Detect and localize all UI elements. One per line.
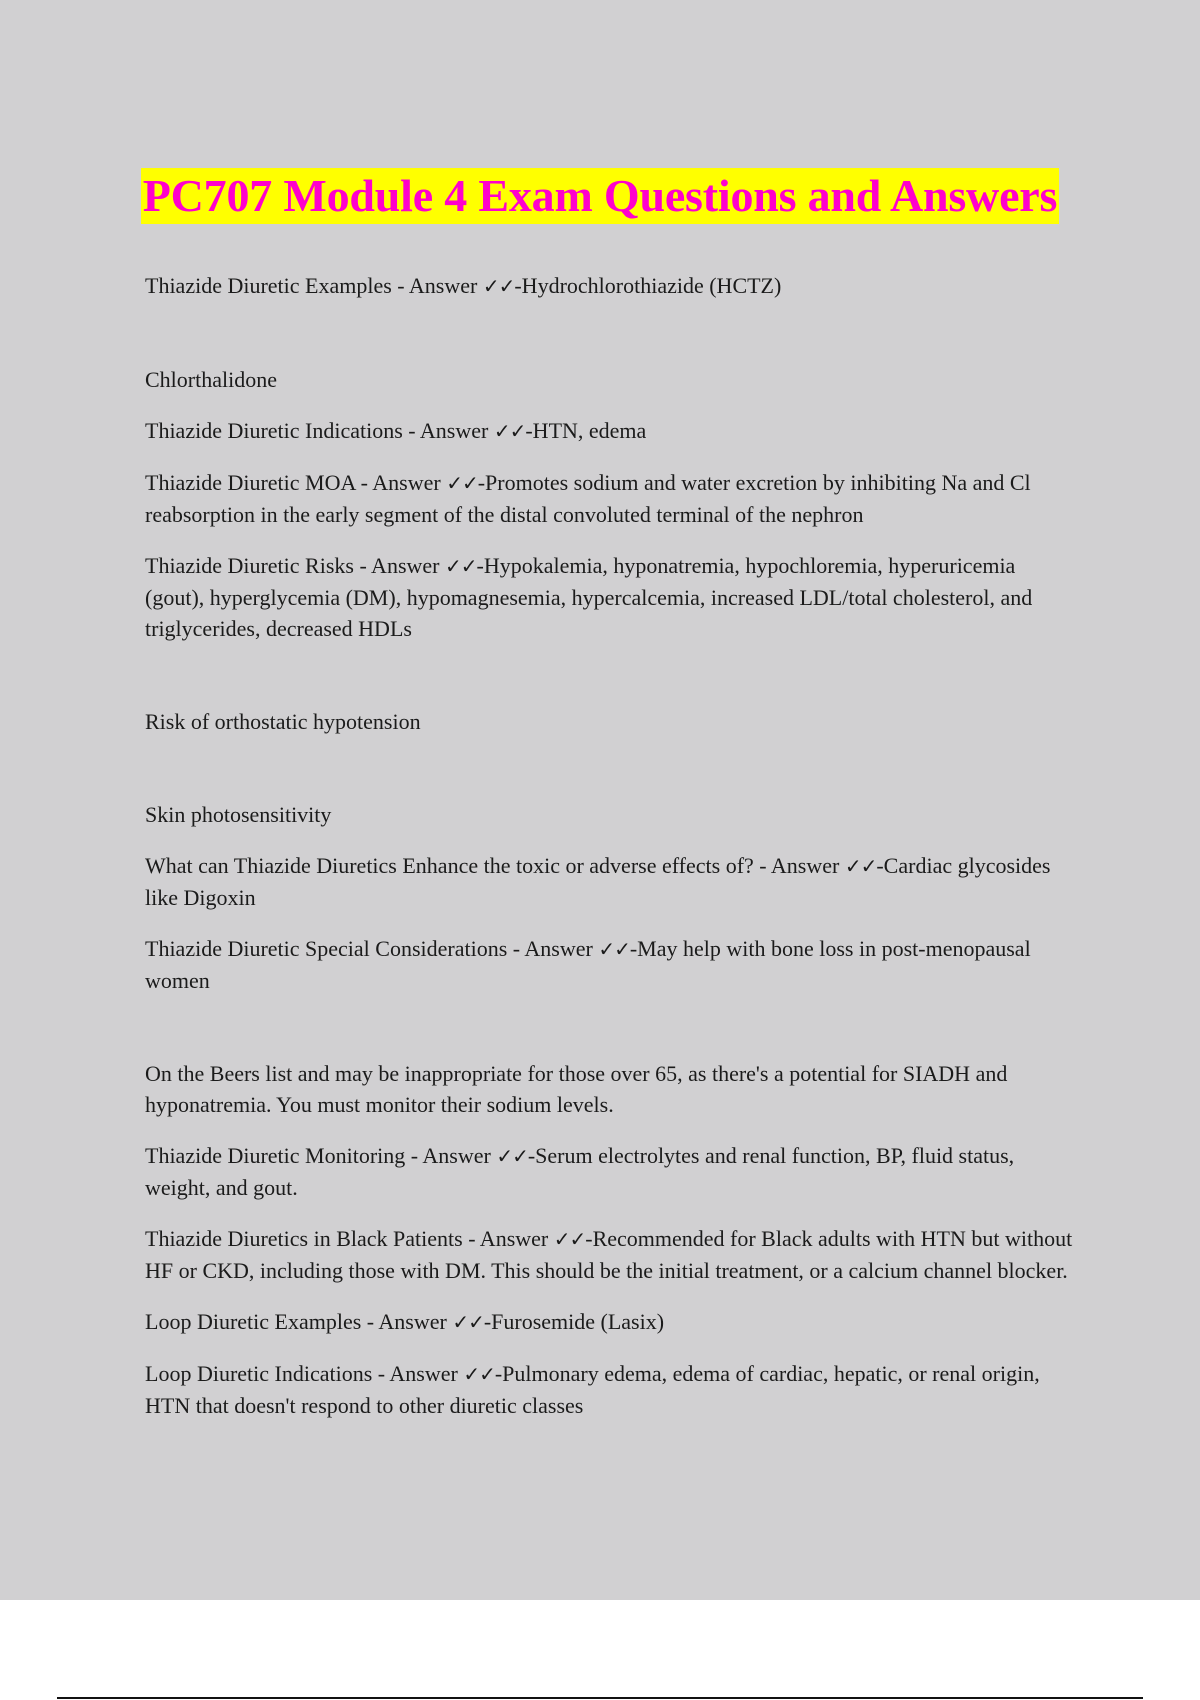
qa-paragraph: [145, 1223, 1075, 1286]
text-paragraph: [145, 1058, 1075, 1120]
title-container: [0, 168, 1200, 224]
text-paragraph: [145, 706, 1075, 737]
answer-text: -Serum electrolytes and renal function, BP, fluid status, weight, and gout.: [145, 1143, 1015, 1200]
text-paragraph: [145, 364, 1075, 395]
paragraph-text: Risk of orthostatic hypotension: [145, 709, 421, 734]
qa-paragraph: [145, 415, 1075, 447]
qa-paragraph: [145, 270, 1075, 302]
answer-text: -Recommended for Black adults with HTN but without HF or CKD, including those with DM. This should be the initial treatment, or a calcium channel blocker.: [145, 1226, 1073, 1283]
question-text: Loop Diuretic Indications - Answer: [145, 1361, 464, 1386]
check-mark-icon: ✓✓: [598, 937, 630, 961]
question-text: Thiazide Diuretic Examples - Answer: [145, 273, 483, 298]
answer-text: -HTN, edema: [525, 418, 647, 443]
question-text: Thiazide Diuretic Special Considerations - Answer: [145, 936, 599, 961]
question-text: Thiazide Diuretic MOA - Answer: [145, 470, 447, 495]
check-mark-icon: ✓✓: [445, 554, 477, 578]
paragraph-text: Skin photosensitivity: [145, 802, 332, 827]
qa-paragraph: [145, 1358, 1075, 1421]
check-mark-icon: ✓✓: [844, 854, 877, 878]
paragraph-text: Chlorthalidone: [145, 367, 277, 392]
qa-paragraph: [145, 933, 1075, 996]
footer-divider: [57, 1697, 1143, 1699]
qa-paragraph: [145, 1306, 1075, 1338]
answer-text: -May help with bone loss in post-menopausal women: [145, 936, 1031, 993]
answer-text: -Hypokalemia, hyponatremia, hypochloremia, hyperuricemia (gout), hyperglycemia (DM), hypomagnesemia, hypercalcemia, increased LDL/total cholesterol, and triglycerides, decreased HDLs: [145, 553, 1033, 641]
question-text: Thiazide Diuretic Risks - Answer: [145, 553, 445, 578]
check-mark-icon: ✓✓: [452, 1310, 484, 1334]
qa-paragraph: [145, 467, 1075, 530]
answer-text: -Hydrochlorothiazide (HCTZ): [514, 273, 782, 298]
qa-paragraph: [145, 850, 1075, 913]
question-text: Thiazide Diuretic Monitoring - Answer: [145, 1143, 497, 1168]
check-mark-icon: ✓✓: [482, 274, 515, 298]
page-footer-area: [0, 1600, 1200, 1700]
question-text: Loop Diuretic Examples - Answer: [145, 1309, 453, 1334]
question-text: What can Thiazide Diuretics Enhance the toxic or adverse effects of? - Answer: [145, 853, 845, 878]
answer-text: -Pulmonary edema, edema of cardiac, hepatic, or renal origin, HTN that doesn't respond to other diuretic classes: [145, 1361, 1040, 1418]
answer-text: -Promotes sodium and water excretion by inhibiting Na and Cl reabsorption in the early segment of the distal convoluted terminal of the nephron: [145, 470, 1031, 527]
check-mark-icon: ✓✓: [496, 1144, 528, 1168]
question-text: Thiazide Diuretic Indications - Answer: [145, 418, 494, 443]
answer-text: -Furosemide (Lasix): [483, 1309, 665, 1334]
answer-text: -Cardiac glycosides like Digoxin: [145, 853, 1051, 910]
check-mark-icon: ✓✓: [446, 471, 478, 495]
text-paragraph: [145, 799, 1075, 830]
check-mark-icon: ✓✓: [463, 1362, 495, 1386]
document-body: [145, 270, 1075, 1441]
check-mark-icon: ✓✓: [493, 419, 526, 443]
qa-paragraph: [145, 1140, 1075, 1203]
check-mark-icon: ✓✓: [553, 1227, 586, 1251]
paragraph-text: On the Beers list and may be inappropriate for those over 65, as there's a potential for SIADH and hyponatremia. You must monitor their sodium levels.: [145, 1061, 1008, 1117]
question-text: Thiazide Diuretics in Black Patients - Answer: [145, 1226, 554, 1251]
document-title: PC707 Module 4 Exam Questions and Answers: [141, 168, 1059, 224]
qa-paragraph: [145, 550, 1075, 644]
